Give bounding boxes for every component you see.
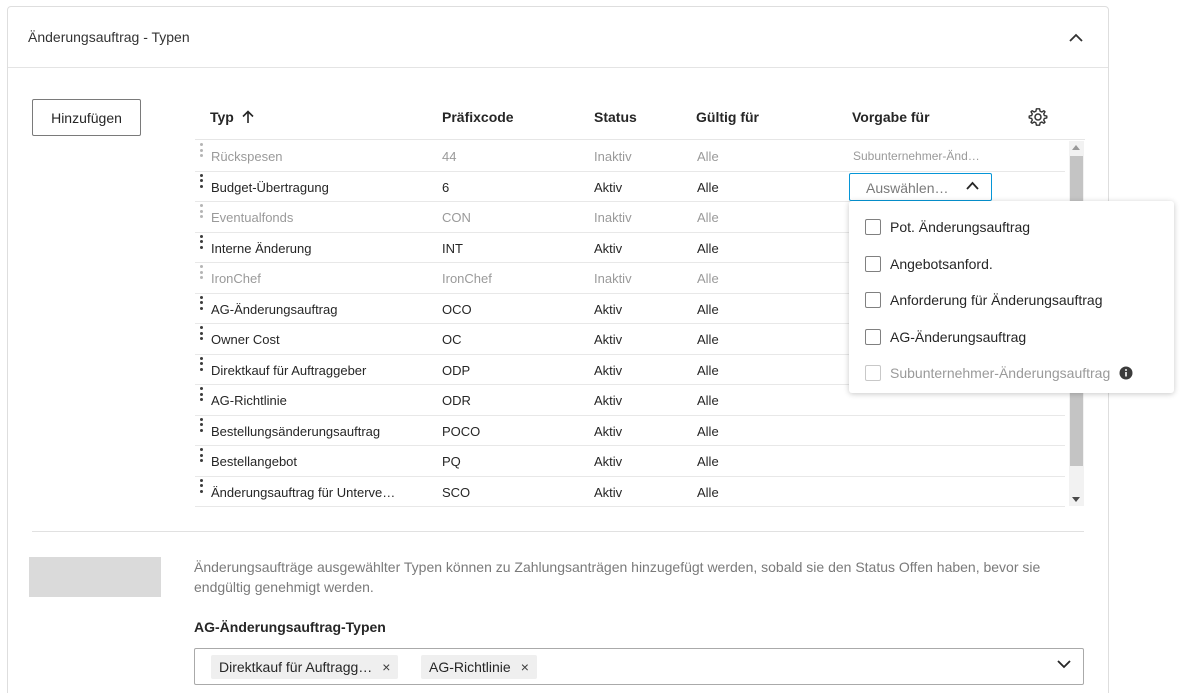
dropdown-option bbox=[865, 363, 1133, 383]
cell-valid-for: Alle bbox=[697, 423, 719, 439]
row-menu-icon[interactable] bbox=[195, 355, 207, 373]
cell-typ: Owner Cost bbox=[211, 332, 280, 347]
row-menu-icon[interactable] bbox=[195, 477, 207, 495]
select-placeholder: Auswählen… bbox=[866, 180, 949, 196]
header-valid-for[interactable]: Gültig für bbox=[696, 109, 759, 125]
cell-default-for: Subunternehmer-Änd… bbox=[853, 149, 980, 163]
row-menu-icon[interactable] bbox=[195, 172, 207, 190]
cell-valid-for: Alle bbox=[697, 179, 719, 195]
cell-prefix: ODR bbox=[442, 393, 471, 408]
option-label: Pot. Änderungsauftrag bbox=[890, 219, 1031, 235]
cell-status: Aktiv bbox=[594, 454, 623, 469]
selected-chip bbox=[211, 655, 398, 679]
owner-change-order-types-multiselect[interactable] bbox=[194, 648, 1084, 685]
default-for-select[interactable] bbox=[849, 173, 992, 201]
checkbox[interactable] bbox=[865, 219, 881, 235]
header-typ-label: Typ bbox=[210, 109, 234, 125]
cell-typ: Budget-Übertragung bbox=[211, 179, 329, 195]
row-menu-icon[interactable] bbox=[195, 416, 207, 434]
checkbox bbox=[865, 365, 881, 381]
chip-label: Direktkauf für Auftragg… bbox=[219, 659, 373, 675]
cell-valid-for: Alle bbox=[697, 301, 719, 317]
chip-remove-icon[interactable]: × bbox=[382, 659, 391, 675]
table-row[interactable] bbox=[195, 446, 1065, 477]
info-icon[interactable] bbox=[1119, 366, 1133, 380]
cell-status: Aktiv bbox=[594, 301, 623, 317]
cell-prefix: CON bbox=[442, 210, 471, 225]
cell-valid-for: Alle bbox=[697, 240, 719, 256]
section-divider bbox=[32, 531, 1084, 532]
cell-valid-for: Alle bbox=[697, 149, 719, 164]
chevron-up-icon bbox=[1069, 33, 1083, 42]
table-row[interactable] bbox=[195, 477, 1065, 508]
cell-prefix: 6 bbox=[442, 179, 450, 195]
cell-typ: Änderungsauftrag für Unterve… bbox=[211, 484, 396, 500]
cell-prefix: OCO bbox=[442, 301, 472, 317]
selected-chip bbox=[421, 655, 537, 679]
cell-valid-for: Alle bbox=[697, 393, 719, 408]
checkbox[interactable] bbox=[865, 292, 881, 308]
row-menu-icon[interactable] bbox=[195, 446, 207, 464]
row-menu-icon[interactable] bbox=[195, 233, 207, 251]
cell-valid-for: Alle bbox=[697, 454, 719, 469]
option-label: AG-Änderungsauftrag bbox=[890, 329, 1027, 345]
cell-typ: Bestellangebot bbox=[211, 454, 298, 469]
row-menu-icon[interactable] bbox=[195, 385, 207, 403]
row-menu-icon[interactable] bbox=[195, 141, 207, 159]
scroll-up-arrow-icon[interactable] bbox=[1072, 145, 1080, 150]
table-row[interactable] bbox=[195, 416, 1065, 447]
card-title: Änderungsauftrag - Typen bbox=[28, 29, 190, 45]
cell-typ: Interne Änderung bbox=[211, 240, 312, 256]
row-menu-icon[interactable] bbox=[195, 202, 207, 220]
cell-status: Aktiv bbox=[594, 179, 623, 195]
checkbox[interactable] bbox=[865, 256, 881, 272]
cell-typ: Eventualfonds bbox=[211, 210, 294, 225]
cell-status: Inaktiv bbox=[594, 149, 632, 164]
row-menu-icon[interactable] bbox=[195, 324, 207, 342]
option-label: Subunternehmer-Änderungsauftrag bbox=[890, 365, 1111, 381]
cell-prefix: IronChef bbox=[442, 271, 492, 286]
scroll-down-arrow-icon[interactable] bbox=[1072, 497, 1080, 502]
dropdown-option[interactable] bbox=[865, 254, 993, 274]
table-row[interactable] bbox=[195, 141, 1065, 172]
cell-prefix: SCO bbox=[442, 484, 471, 500]
cell-typ: IronChef bbox=[211, 271, 261, 286]
cell-valid-for: Alle bbox=[697, 271, 719, 286]
option-label: Anforderung für Änderungsauftrag bbox=[890, 292, 1103, 308]
cell-status: Aktiv bbox=[594, 362, 623, 378]
payment-description: Änderungsaufträge ausgewählter Typen können zu Zahlungsanträgen hinzugefügt werden, sobald sie den Status Offen haben, bevor sie endgültig genehmigt werden. bbox=[194, 559, 1041, 595]
chevron-down-icon bbox=[1057, 660, 1071, 669]
row-menu-icon[interactable] bbox=[195, 263, 207, 281]
placeholder-block bbox=[29, 557, 161, 597]
header-prefix[interactable]: Präfixcode bbox=[442, 109, 514, 125]
cell-valid-for: Alle bbox=[697, 210, 719, 225]
cell-valid-for: Alle bbox=[697, 332, 719, 347]
row-menu-icon[interactable] bbox=[195, 294, 207, 312]
chip-remove-icon[interactable]: × bbox=[520, 659, 529, 675]
owner-change-order-types-label: AG-Änderungsauftrag-Typen bbox=[194, 619, 386, 635]
gear-icon[interactable] bbox=[1028, 107, 1048, 127]
cell-status: Aktiv bbox=[594, 423, 623, 439]
dropdown-option[interactable] bbox=[865, 290, 1102, 310]
chevron-up-icon bbox=[966, 181, 979, 190]
checkbox[interactable] bbox=[865, 329, 881, 345]
table-header bbox=[195, 98, 1085, 140]
cell-valid-for: Alle bbox=[697, 362, 719, 378]
cell-typ: Direktkauf für Auftraggeber bbox=[211, 362, 367, 378]
collapse-button[interactable] bbox=[1066, 27, 1086, 47]
cell-status: Aktiv bbox=[594, 240, 623, 256]
cell-prefix: ODP bbox=[442, 362, 471, 378]
dropdown-option[interactable] bbox=[865, 327, 1026, 347]
add-button[interactable]: Hinzufügen bbox=[32, 99, 141, 136]
cell-prefix: PQ bbox=[442, 454, 461, 469]
dropdown-option[interactable] bbox=[865, 217, 1030, 237]
arrow-up-icon bbox=[242, 110, 254, 124]
cell-valid-for: Alle bbox=[697, 484, 719, 500]
cell-typ: AG-Änderungsauftrag bbox=[211, 301, 338, 317]
header-default-for[interactable]: Vorgabe für bbox=[852, 109, 930, 125]
cell-typ: AG-Richtlinie bbox=[211, 393, 287, 408]
cell-status: Aktiv bbox=[594, 393, 623, 408]
cell-status: Aktiv bbox=[594, 484, 623, 500]
cell-status: Aktiv bbox=[594, 332, 623, 347]
header-status[interactable]: Status bbox=[594, 109, 637, 125]
cell-typ: Rückspesen bbox=[211, 149, 283, 164]
default-for-dropdown bbox=[849, 201, 1174, 393]
cell-prefix: POCO bbox=[442, 423, 481, 439]
header-typ[interactable] bbox=[210, 109, 254, 125]
cell-prefix: OC bbox=[442, 332, 462, 347]
cell-prefix: 44 bbox=[442, 149, 457, 164]
card-header bbox=[8, 7, 1108, 68]
chip-label: AG-Richtlinie bbox=[429, 659, 511, 675]
cell-status: Inaktiv bbox=[594, 271, 632, 286]
cell-typ: Bestellungsänderungsauftrag bbox=[211, 423, 381, 439]
option-label: Angebotsanford. bbox=[890, 256, 993, 272]
cell-prefix: INT bbox=[442, 240, 463, 256]
cell-status: Inaktiv bbox=[594, 210, 632, 225]
